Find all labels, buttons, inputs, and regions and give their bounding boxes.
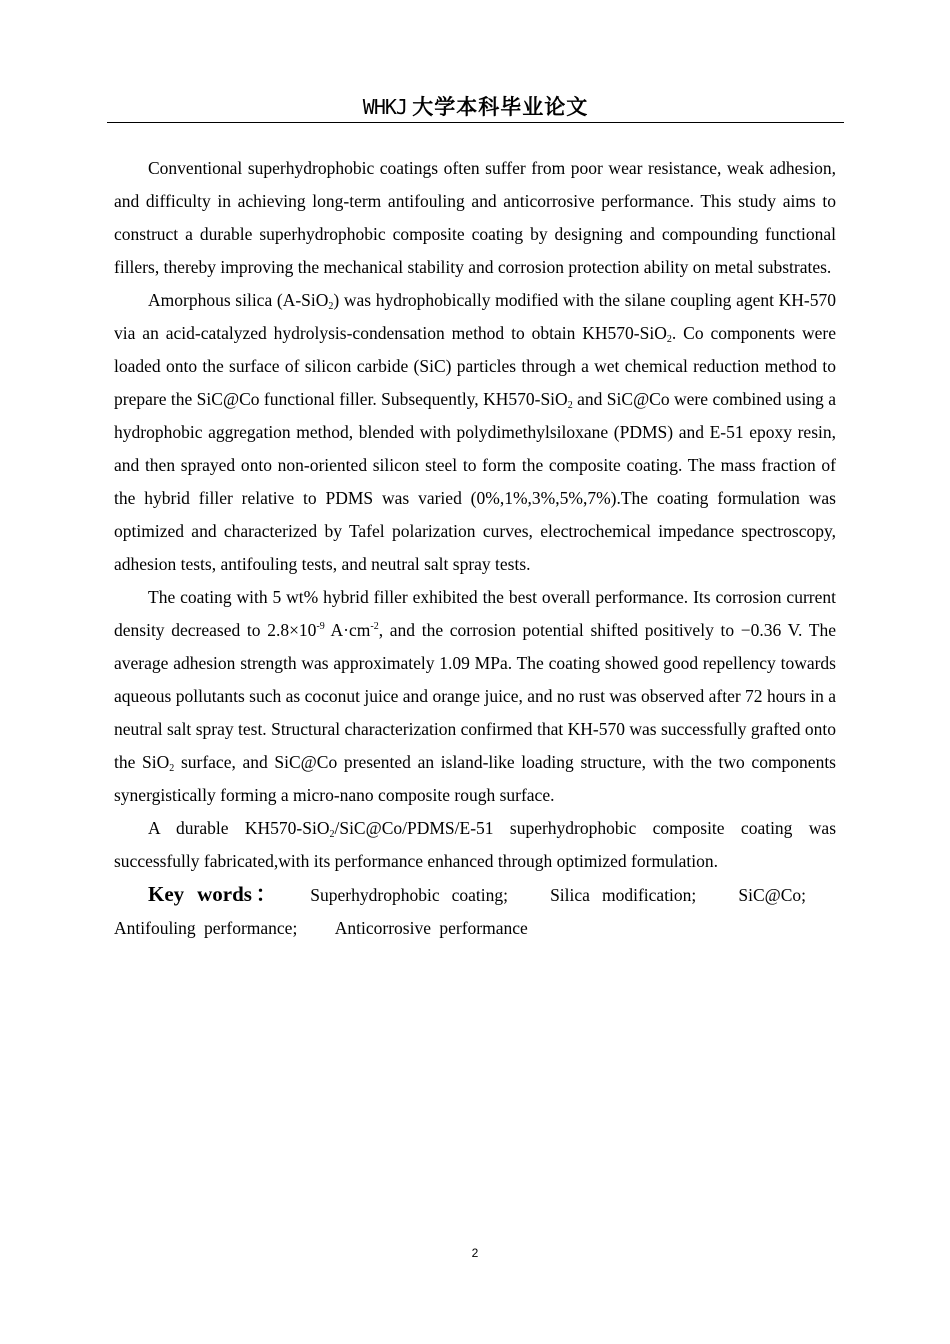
subscript: 2 (328, 301, 334, 312)
paragraph-background: Conventional superhydrophobic coatings often suffer from poor wear resistance, weak adhesion, and difficulty in achieving long-term antifouling and anticorrosive performance. This study aims to construct a durable superhydrophobic composite coating by designing and compounding functional fillers, thereby improving the mechanical stability and corrosion protection ability on metal substrates. (114, 158, 836, 277)
text-run: The coating with 5 wt% hybrid filler exhibited the best overall performance. Its corrosion current density decreased to 2.8×10 (114, 587, 836, 640)
keyword-item: SiC@Co; (738, 885, 807, 905)
keywords-line (114, 878, 836, 945)
subscript: 2 (169, 763, 175, 774)
keyword-item: Antifouling performance; (114, 918, 298, 938)
page-number: 2 (471, 1246, 479, 1260)
abstract-body (114, 152, 836, 945)
header-latin: WHKJ (362, 95, 407, 119)
text-run: Amorphous silica (A-SiO (148, 290, 329, 310)
subscript: 2 (329, 829, 335, 840)
keyword-item: Anticorrosive performance (334, 918, 528, 938)
paragraph-results (114, 581, 836, 812)
text-run: and SiC@Co were combined using a hydrophobic aggregation method, blended with polydimethylsiloxane (PDMS) and E-51 epoxy resin, and then sprayed onto non-oriented silicon steel to form the composite coating. The mass fraction of the hybrid filler relative to PDMS was varied (0%,1%,3%,5%,7%).The coating formulation was optimized and characterized by Tafel polarization curves, electrochemical impedance spectroscopy, adhesion tests, antifouling tests, and neutral salt spray tests. (114, 389, 836, 574)
paragraph-conclusion (114, 812, 836, 878)
header-cjk: 大学本科毕业论文 (412, 95, 589, 119)
text-run: , and the corrosion potential shifted positively to −0.36 V. The average adhesion strength was approximately 1.09 MPa. The coating showed good repellency towards aqueous pollutants such as coconut juice and orange juice, and no rust was observed after 72 hours in a neutral salt spray test. Structural characterization confirmed that KH-570 was successfully grafted onto the SiO (114, 620, 836, 772)
superscript: -9 (316, 621, 325, 632)
text-run: surface, and SiC@Co presented an island-like loading structure, with the two components synergistically forming a micro-nano composite rough surface. (114, 752, 836, 805)
keywords-label: Key words： (148, 882, 281, 906)
header-divider (107, 122, 844, 123)
text-run: ) was hydrophobically modified with the silane coupling agent KH-570 via an acid-catalyzed hydrolysis-condensation method to obtain KH570-SiO (114, 290, 836, 343)
text-run: A durable KH570-SiO (148, 818, 330, 838)
superscript: -2 (370, 621, 379, 632)
text-run: A·cm (324, 620, 371, 640)
subscript: 2 (666, 334, 672, 345)
keyword-item: Superhydrophobic coating; (310, 885, 509, 905)
running-header (107, 92, 844, 122)
paragraph-method (114, 284, 836, 581)
subscript: 2 (567, 400, 573, 411)
text-run: . Co components were loaded onto the surface of silicon carbide (SiC) particles through a wet chemical reduction method to prepare the SiC@Co functional filler. Subsequently, KH570-SiO (114, 323, 836, 409)
text-run: /SiC@Co/PDMS/E-51 superhydrophobic composite coating was successfully fabricated,with its performance enhanced through optimized formulation. (114, 818, 837, 871)
keyword-item: Silica modification; (550, 885, 697, 905)
